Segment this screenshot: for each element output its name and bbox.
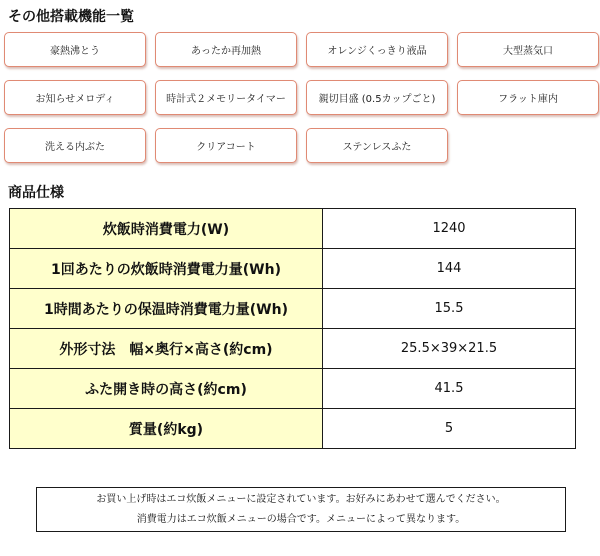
feature-item-clock-timer: 時計式２メモリータイマー xyxy=(155,80,297,115)
spec-label: ふた開き時の高さ(約cm) xyxy=(10,369,323,409)
spec-value: 41.5 xyxy=(323,369,576,409)
spec-value: 5 xyxy=(323,409,576,449)
feature-item-orange-lcd: オレンジくっきり液晶 xyxy=(306,32,448,67)
specs-section-title: 商品仕様 xyxy=(8,185,64,201)
notice-line: お買い上げ時はエコ炊飯メニューに設定されています。お好みにあわせて選んでください。 xyxy=(96,493,506,505)
feature-item-flat-interior: フラット庫内 xyxy=(457,80,599,115)
feature-item-gounetsu-futtou: 豪熱沸とう xyxy=(4,32,146,67)
spec-table xyxy=(9,208,576,449)
spec-row xyxy=(10,249,576,289)
spec-label: 1回あたりの炊飯時消費電力量(Wh) xyxy=(10,249,323,289)
feature-item-clear-coat: クリアコート xyxy=(155,128,297,163)
notice-box xyxy=(36,487,566,532)
feature-item-notification-melody: お知らせメロディ xyxy=(4,80,146,115)
spec-label: 外形寸法 幅×奥行×高さ(約cm) xyxy=(10,329,323,369)
spec-value: 15.5 xyxy=(323,289,576,329)
spec-label: 1時間あたりの保温時消費電力量(Wh) xyxy=(10,289,323,329)
spec-row xyxy=(10,329,576,369)
spec-row xyxy=(10,409,576,449)
spec-value: 25.5×39×21.5 xyxy=(323,329,576,369)
spec-row xyxy=(10,369,576,409)
spec-row xyxy=(10,289,576,329)
feature-item-washable-inner-lid: 洗える内ぶた xyxy=(4,128,146,163)
feature-item-measurement-marks: 親切目盛 (0.5カップごと) xyxy=(306,80,448,115)
spec-label: 炊飯時消費電力(W) xyxy=(10,209,323,249)
spec-value: 144 xyxy=(323,249,576,289)
feature-list xyxy=(4,32,596,163)
features-section-title: その他搭載機能一覧 xyxy=(8,9,134,25)
spec-label: 質量(約kg) xyxy=(10,409,323,449)
feature-item-large-steam-vent: 大型蒸気口 xyxy=(457,32,599,67)
spec-row xyxy=(10,209,576,249)
feature-item-stainless-lid: ステンレスふた xyxy=(306,128,448,163)
notice-line: 消費電力はエコ炊飯メニューの場合です。メニューによって異なります。 xyxy=(136,513,466,525)
spec-value: 1240 xyxy=(323,209,576,249)
feature-item-attaka-saikanetsu: あったか再加熱 xyxy=(155,32,297,67)
